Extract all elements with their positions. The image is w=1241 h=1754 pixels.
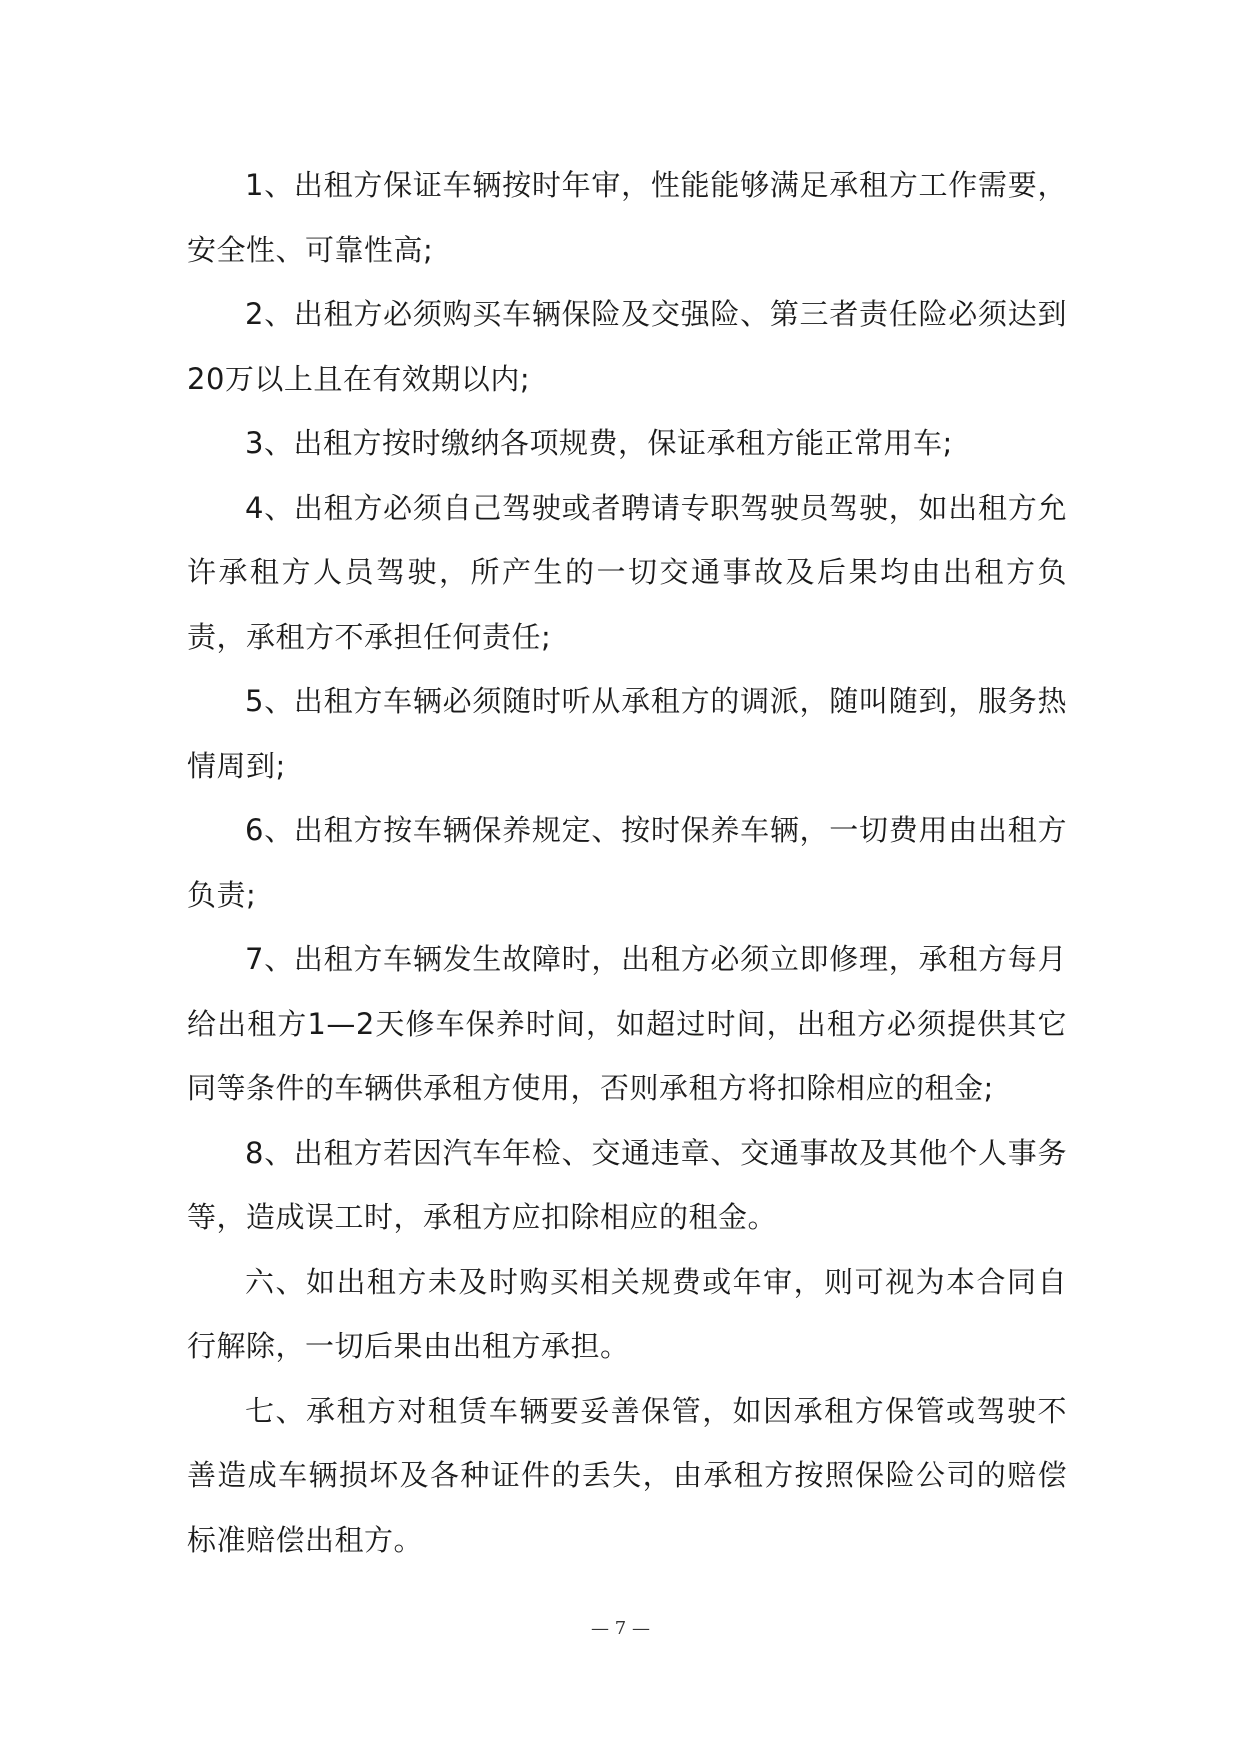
clause-4: 4、出租方必须自己驾驶或者聘请专职驾驶员驾驶，如出租方允许承租方人员驾驶，所产生的一切交通事故及后果均由出租方负责，承租方不承担任何责任; <box>187 490 1067 654</box>
section-6: 六、如出租方未及时购买相关规费或年审，则可视为本合同自行解除，一切后果由出租方承担。 <box>187 1264 1067 1363</box>
clause-8: 8、出租方若因汽车年检、交通违章、交通事故及其他个人事务等，造成误工时，承租方应扣除相应的租金。 <box>187 1135 1067 1234</box>
clause-7: 7、出租方车辆发生故障时，出租方必须立即修理，承租方每月给出租方1—2天修车保养时间，如超过时间，出租方必须提供其它同等条件的车辆供承租方使用，否则承租方将扣除相应的租金; <box>187 942 1067 1105</box>
clause-6: 6、出租方按车辆保养规定、按时保养车辆，一切费用由出租方负责; <box>187 813 1067 912</box>
page-number: — 7 — <box>591 1618 650 1639</box>
clause-1: 1、出租方保证车辆按时年审，性能能够满足承租方工作需要，安全性、可靠性高; <box>187 168 1067 267</box>
clause-3: 3、出租方按时缴纳各项规费，保证承租方能正常用车; <box>245 426 953 460</box>
document-body <box>187 153 1067 1572</box>
clause-2: 2、出租方必须购买车辆保险及交强险、第三者责任险必须达到20万以上且在有效期以内; <box>187 297 1067 396</box>
clause-5: 5、出租方车辆必须随时听从承租方的调派，随叫随到，服务热情周到; <box>187 684 1067 783</box>
section-7: 七、承租方对租赁车辆要妥善保管，如因承租方保管或驾驶不善造成车辆损坏及各种证件的丢失，由承租方按照保险公司的赔偿标准赔偿出租方。 <box>187 1393 1067 1557</box>
